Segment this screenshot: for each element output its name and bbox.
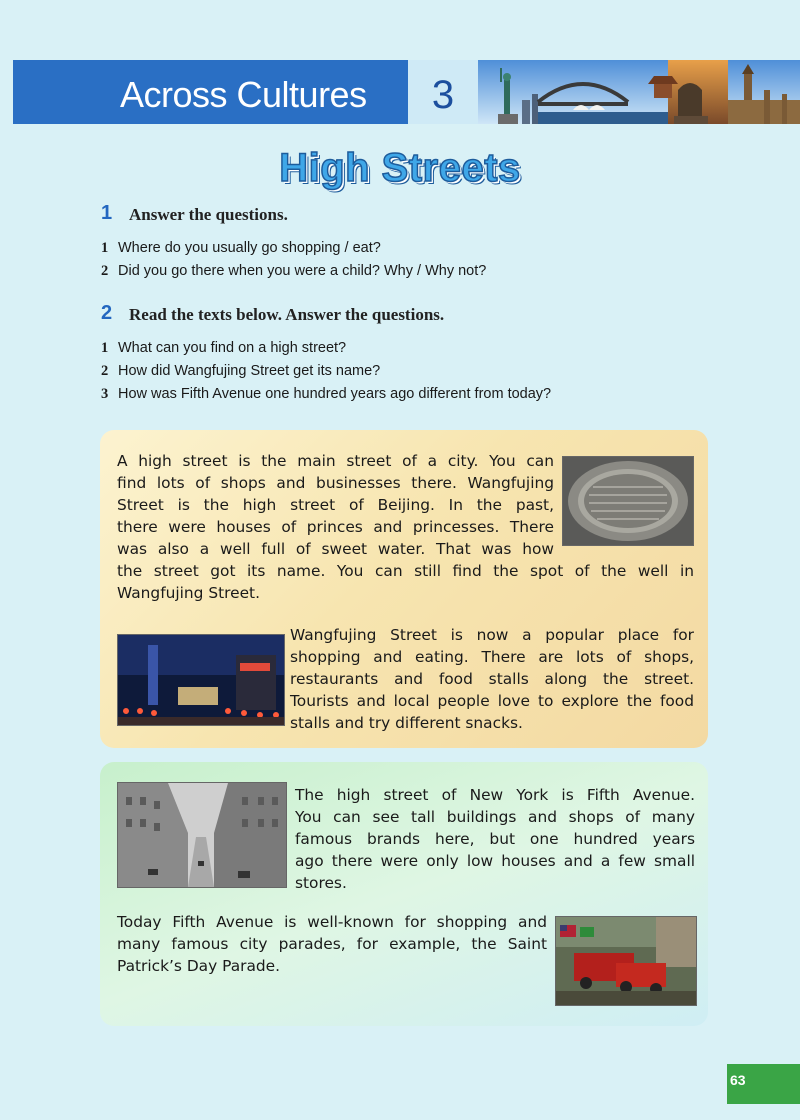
section-2-question: 3 How was Fifth Avenue one hundred years ago different from today?	[101, 386, 552, 402]
wangfujing-intro-text: A high street is the main street of a city. You can find lots of shops and businesses there. Wangfujing Street is the high street of Beijing. In the past, there were houses of princes and princesses. There was also a well full of sweet water. That was how	[117, 452, 554, 558]
section-2-question: 1 What can you find on a high street?	[101, 340, 347, 356]
section-2-number: 2	[101, 302, 113, 324]
fifth-avenue-history-text: The high street of New York is Fifth Avenue. You can see tall buildings and shops of many famous brands here, but one hundred years ago there were only low houses and a few small stores.	[295, 786, 695, 892]
unit-title: Across Cultures	[120, 74, 367, 115]
parade-photo	[555, 916, 697, 1006]
section-2-question: 2 How did Wangfujing Street get its name?	[101, 363, 381, 379]
wangfujing-today-text: Wangfujing Street is now a popular place for shopping and eating. There are lots of shops, restaurants and food stalls along the street. Tourists and local people love to explore the food stalls and try different snacks.	[290, 626, 694, 732]
section-1-number: 1	[101, 202, 113, 224]
section-1-instruction: Answer the questions.	[129, 205, 288, 224]
wangfujing-intro-text-cont: the street got its name. You can still find the spot of the well in Wangfujing Street.	[117, 562, 694, 602]
well-cover-photo	[562, 456, 694, 546]
unit-number: 3	[408, 60, 478, 124]
section-1-question: 1 Where do you usually go shopping / eat?	[101, 240, 381, 256]
page-number: 63	[727, 1064, 800, 1104]
fifth-avenue-today-text: Today Fifth Avenue is well-known for shopping and many famous city parades, for example, the Saint Patrick’s Day Parade.	[117, 913, 547, 975]
wangfujing-night-photo	[117, 634, 285, 726]
section-1-question: 2 Did you go there when you were a child? Why / Why not?	[101, 263, 487, 279]
page-title: High Streets	[279, 146, 521, 190]
section-2-instruction: Read the texts below. Answer the questions.	[129, 305, 445, 324]
landmarks-collage-image	[478, 60, 800, 124]
old-fifth-avenue-photo	[117, 782, 287, 888]
